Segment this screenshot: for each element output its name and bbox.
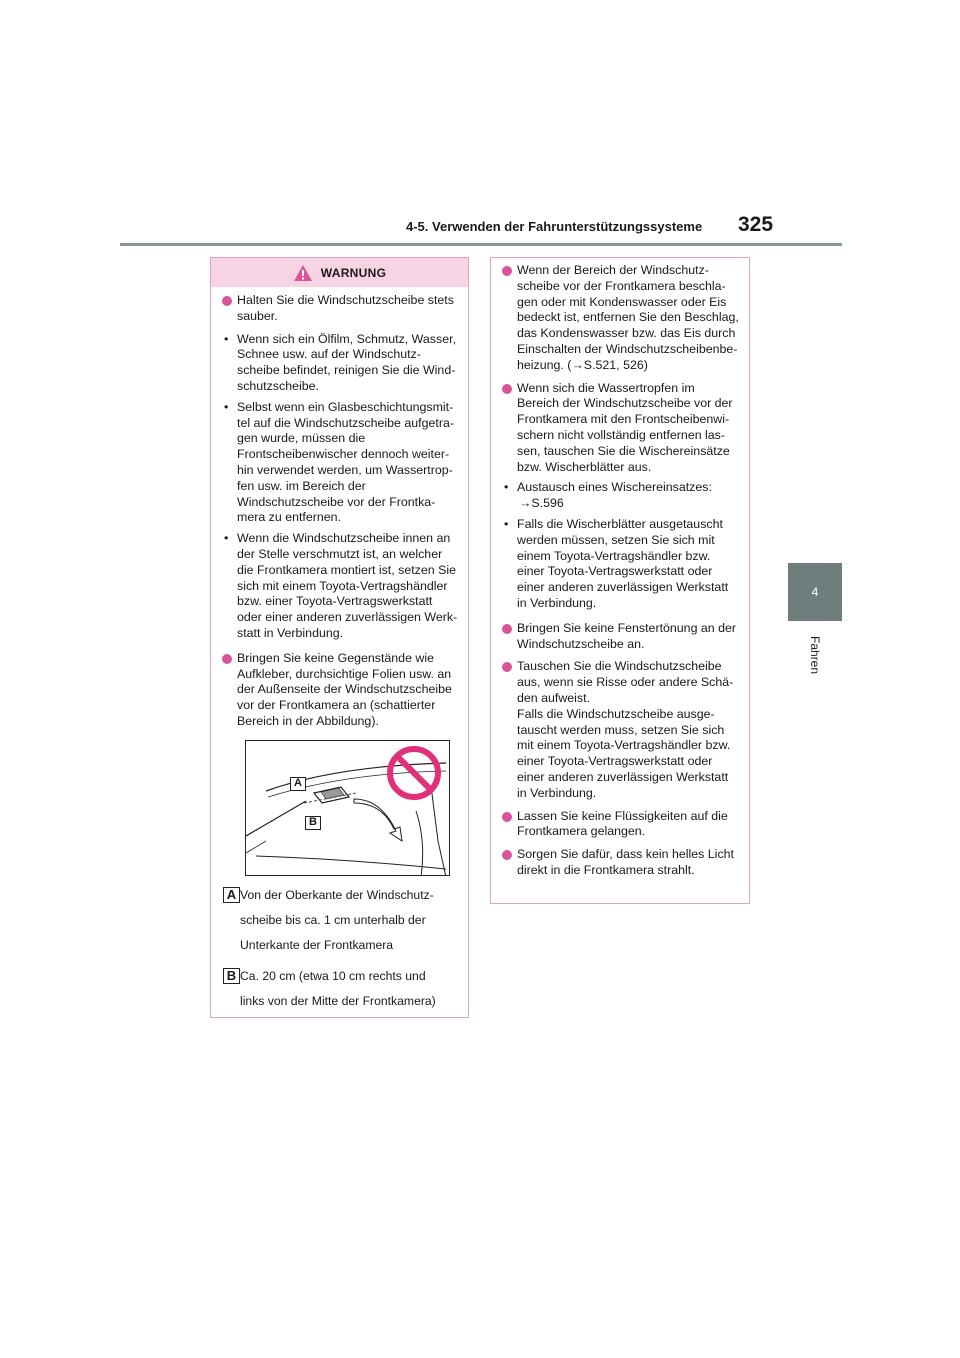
figure-label-b: B [305,816,321,830]
windshield-drawing [246,741,450,876]
legend-b: B Ca. 20 cm (etwa 10 cm rechts und links von der Mitte der Frontkamera) [220,964,460,1014]
warning-sub-coating: • Selbst wenn ein Glasbeschichtungsmit- tel auf die Windschutzscheibe aufgetra- gen wurde, müssen die Frontscheibenwischer dennoch weiter- hin verwendet werden, um Wassertrop- fen usw. im Bereich der Windschutzscheibe vor der Frontka- mera zu entfernen. [220,400,460,526]
page-number: 325 [738,213,774,236]
warning-continued-box [490,257,750,904]
right-bullet-light: Sorgen Sie dafür, dass kein helles Licht direkt in die Frontkamera strahlt. [500,847,741,879]
right-bullet-fog: Wenn der Bereich der Windschutz- scheibe vor der Frontkamera beschla- gen oder mit Kondenswasser oder Eis bedeckt ist, entfernen Sie den Beschlag, das Kondenswasser bzw. das Eis durch Einschalten der Windschutzscheibenbe- heizung. (→S.521, 526) [500,263,741,374]
warning-header [211,258,468,287]
warning-bullet-stickers: Bringen Sie keine Gegenstände wie Aufkleber, durchsichtige Folien usw. an der Außenseite der Windschutzscheibe vor der Frontkamera an (schattierter Bereich in der Abbildung). [220,651,460,730]
chapter-tab [788,563,842,621]
right-bullet-tint: Bringen Sie keine Fenstertönung an der Windschutzscheibe an. [500,621,741,653]
header-rule [120,243,842,246]
warning-sub-inside: • Wenn die Windschutzscheibe innen an der Stelle verschmutzt ist, an welcher die Frontkamera montiert ist, setzen Sie sich mit einem Toyota-Vertragshändler bzw. einer Toyota-Vertragswerkstatt oder einer anderen zuverlässigen Werk- statt in Verbindung. [220,531,460,642]
right-bullet-cracks: Tauschen Sie die Windschutzscheibe aus, wenn sie Risse oder andere Schä- den aufweist. Falls die Windschutzscheibe ausge- tauscht werden muss, setzen Sie sich mit einem Toyota-Vertragshändler bzw. einer Toyota-Vertragswerkstatt oder einer anderen zuverlässigen Werkstatt in Verbindung. [500,659,741,801]
chapter-number: 4 [811,585,819,599]
warning-box [210,257,469,1018]
warning-bullet-clean: Halten Sie die Windschutzscheibe stets sauber. [220,293,460,325]
legend-key-b: B [223,968,240,984]
windshield-camera-illustration [245,740,450,876]
right-bullet-wipers: Wenn sich die Wassertropfen im Bereich der Windschutzscheibe vor der Frontkamera mit den Frontscheibenwi- schern nicht vollständig entfernen las- sen, tauschen Sie die Wischereinsätze bzw. Wischerblätter aus. [500,381,741,476]
legend-a: A Von der Oberkante der Windschutz- scheibe bis ca. 1 cm unterhalb der Unterkante der Frontkamera [220,883,460,958]
right-sub-wiper-replace: • Austausch eines Wischereinsatzes: →S.596 [500,480,741,512]
warning-content [211,287,468,1014]
figure-label-a: A [290,777,306,791]
section-title: 4-5. Verwenden der Fahrunterstützungssysteme [406,219,703,234]
warning-triangle-icon [293,264,313,282]
warning-sub-dirt: • Wenn sich ein Ölfilm, Schmutz, Wasser, Schnee usw. auf der Windschutz- scheibe befindet, reinigen Sie die Wind- schutzscheibe. [220,332,460,395]
warning-continued-content [491,258,749,879]
legend-key-a: A [223,887,240,903]
right-sub-wiper-dealer: • Falls die Wischerblätter ausgetauscht werden müssen, setzen Sie sich mit einem Toyota-Vertragshändler bzw. einer Toyota-Vertragswerkstatt oder einer anderen zuverlässigen Werkstatt in Verbindung. [500,517,741,612]
warning-title: WARNUNG [320,265,387,280]
right-bullet-liquids: Lassen Sie keine Flüssigkeiten auf die Frontkamera gelangen. [500,809,741,841]
chapter-label: Fahren [808,635,822,675]
